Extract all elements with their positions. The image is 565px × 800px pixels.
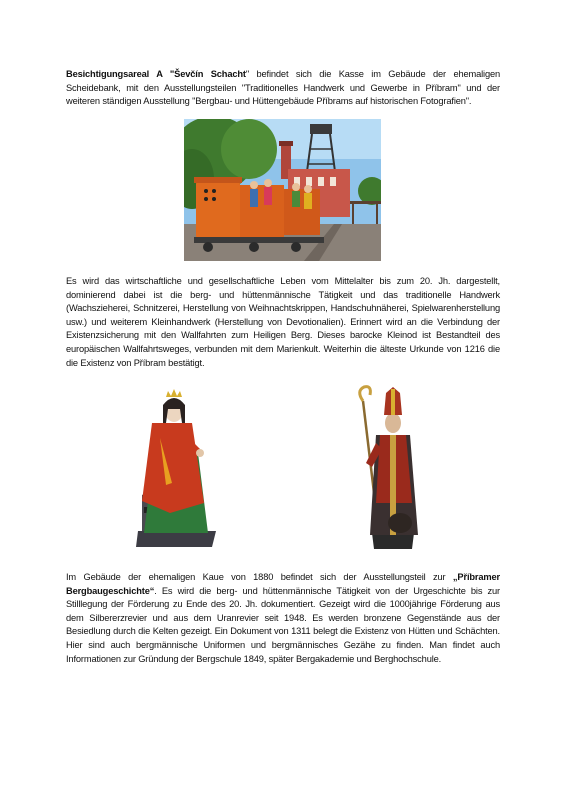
mining-prefix: Im Gebäude der ehemaligen Kaue von 1880 befindet sich der Ausstellungsteil zur xyxy=(66,572,453,582)
mining-text: . Es wird die berg- und hüttenmännische Tätigkeit von der Urgeschichte bis zur Stilllegung der Förderung zu Ende des 20. Jh. dokumentiert. Gezeigt wird die 1000jährige Förderung aus dem Silbererzrevier und aus dem Uranrevier seit 1948. Es werden bronzene Gegenstände aus der Besiedlung durch die Kelten gezeigt. Ein Dokument von 1311 belegt die Existenz von Hütten und Schächten. Hier sind auch bergmännische Uniformen und bergmännisches Gezähe zu finden. Man findet auch Informationen zur Gründung der Bergschule 1849, später Bergakademie und Berghochschule. xyxy=(66,585,500,664)
intro-text: " befindet sich die Kasse im Gebäude der ehemaligen Scheidebank, mit den Ausstellungsteilen "Traditionelles Handwerk und Gewerbe in Příbram" und der weiteren ständigen Ausstellung "Bergbau- und Hüttengebäude Příbrams auf historischen Fotografien". xyxy=(66,69,501,107)
saint-statue-photo xyxy=(112,383,238,556)
intro-prefix: Besichtigungsareal A " xyxy=(66,69,175,79)
bishop-statue-photo xyxy=(326,383,452,556)
mine-train-photo xyxy=(184,119,381,261)
paragraph-mining-history xyxy=(66,571,500,666)
intro-shaft-name: Ševčín Schacht xyxy=(174,69,246,79)
paragraph-intro xyxy=(66,68,500,109)
exhibition-title: „Příbramer Bergbaugeschichte“ xyxy=(66,572,500,596)
paragraph-history: Es wird das wirtschaftliche und gesellschaftliche Leben vom Mittelalter bis zum 20. Jh. dargestellt, dominierend dabei ist die berg- und hüttenmännische Tätigkeit und das traditionelle Handwerk (Wachszieherei, Schnitzerei, Herstellung von Weihnachtskrippen, Handschuhnäherei, Spielwarenherstellung usw.) und weiterem Kleinhandwerk (Herstellung von Devotionalien). Erinnert wird an die Verbindung der Existenzsicherung mit den Wallfahrten zum Heiligen Berg. Dieses barocke Kleinod ist Bestandteil des europäischen Wallfahrtsweges, verbunden mit dem Marienkult. Weiterhin die älteste Urkunde von 1216 die die Existenz von Příbram bestätigt. xyxy=(66,276,500,368)
